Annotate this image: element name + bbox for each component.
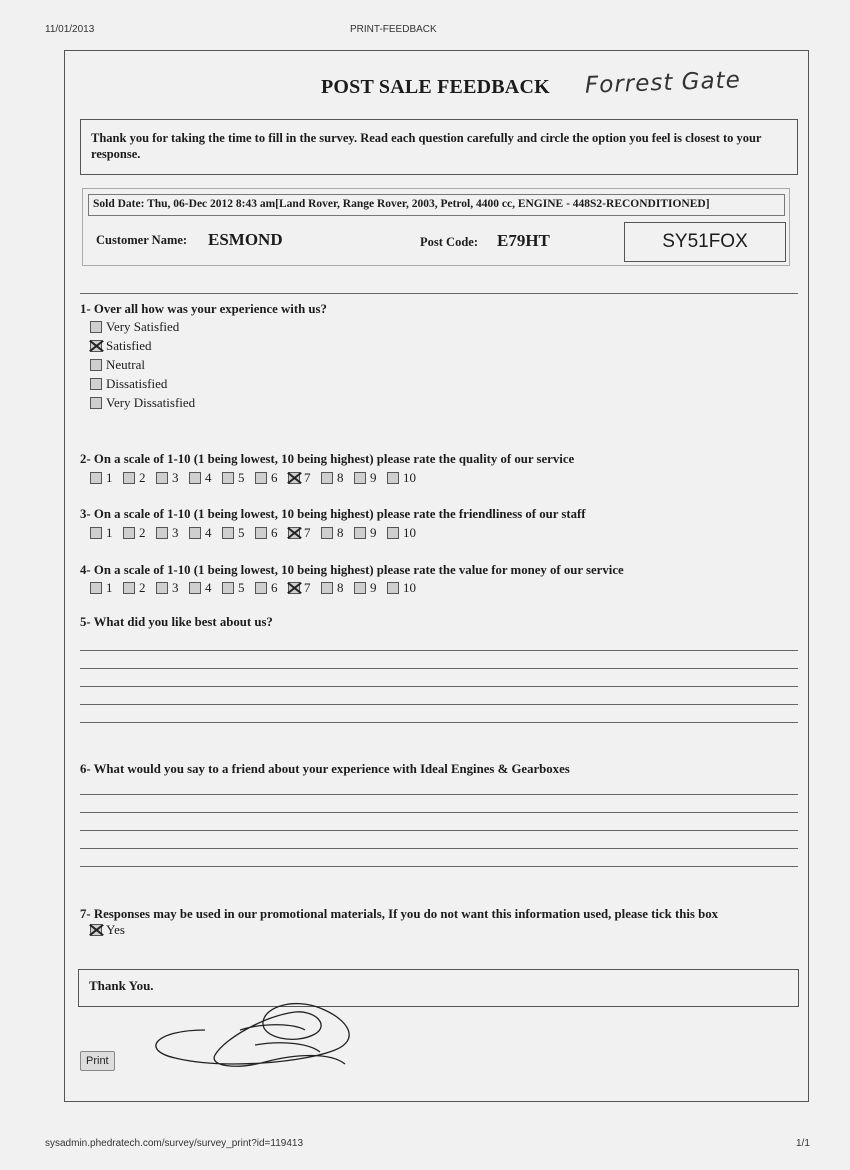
rating-option-9[interactable] xyxy=(354,525,387,541)
rating-option-6[interactable] xyxy=(255,580,288,596)
checkbox[interactable] xyxy=(156,472,168,484)
rating-option-1[interactable] xyxy=(90,525,123,541)
checkbox[interactable] xyxy=(123,527,135,539)
checkbox[interactable] xyxy=(90,378,102,390)
checkbox[interactable] xyxy=(156,527,168,539)
rating-label: 6 xyxy=(271,470,278,485)
rating-label: 8 xyxy=(337,470,344,485)
checkbox[interactable] xyxy=(90,397,102,409)
option-very-dissatisfied[interactable] xyxy=(90,395,195,411)
rating-option-3[interactable] xyxy=(156,580,189,596)
checkbox[interactable] xyxy=(387,582,399,594)
question-7: 7- Responses may be used in our promotional materials, If you do not want this information used, please tick this box xyxy=(80,907,719,921)
rating-label: 5 xyxy=(238,580,245,595)
rating-label: 4 xyxy=(205,525,212,540)
registration-box xyxy=(624,222,786,262)
rating-option-7[interactable] xyxy=(288,470,321,486)
checkbox[interactable] xyxy=(255,472,267,484)
rating-option-6[interactable] xyxy=(255,470,288,486)
rating-option-5[interactable] xyxy=(222,580,255,596)
option-very-satisfied[interactable] xyxy=(90,319,179,335)
footer-url: sysadmin.phedratech.com/survey/survey_print?id=119413 xyxy=(45,1138,304,1149)
rating-label: 4 xyxy=(205,470,212,485)
answer-line[interactable] xyxy=(80,686,798,687)
rating-option-8[interactable] xyxy=(321,525,354,541)
customer-name-label: Customer Name: xyxy=(96,233,188,247)
question-2-scale xyxy=(90,470,427,486)
rating-label: 6 xyxy=(271,580,278,595)
question-2: 2- On a scale of 1-10 (1 being lowest, 10 being highest) please rate the quality of our service xyxy=(80,452,575,466)
checkbox[interactable] xyxy=(222,582,234,594)
option-label: Satisfied xyxy=(106,338,152,353)
rating-label: 1 xyxy=(106,580,113,595)
checkbox[interactable] xyxy=(222,472,234,484)
checkbox[interactable] xyxy=(321,582,333,594)
rating-label: 1 xyxy=(106,525,113,540)
checkbox[interactable] xyxy=(387,472,399,484)
rating-label: 3 xyxy=(172,470,179,485)
intro-text: Thank you for taking the time to fill in the survey. Read each question carefully and circle the option you feel is closest to your response. xyxy=(91,131,762,161)
rating-label: 10 xyxy=(403,470,416,485)
postcode-value: E79HT xyxy=(497,231,550,250)
answer-line[interactable] xyxy=(80,668,798,669)
opt-out-checkbox[interactable] xyxy=(90,924,102,936)
question-5: 5- What did you like best about us? xyxy=(80,615,273,629)
option-dissatisfied[interactable] xyxy=(90,376,167,392)
form-title: POST SALE FEEDBACK xyxy=(321,76,550,98)
rating-label: 4 xyxy=(205,580,212,595)
question-4-scale xyxy=(90,580,427,596)
rating-label: 7 xyxy=(304,525,311,540)
rating-option-10[interactable] xyxy=(387,580,427,596)
rating-label: 8 xyxy=(337,525,344,540)
question-4: 4- On a scale of 1-10 (1 being lowest, 10 being highest) please rate the value for money of our service xyxy=(80,563,624,577)
rating-label: 1 xyxy=(106,470,113,485)
rating-option-2[interactable] xyxy=(123,580,156,596)
checkbox[interactable] xyxy=(189,527,201,539)
option-neutral[interactable] xyxy=(90,357,145,373)
rating-option-8[interactable] xyxy=(321,470,354,486)
rating-option-1[interactable] xyxy=(90,470,123,486)
footer-page: 1/1 xyxy=(796,1138,810,1149)
rating-option-7[interactable] xyxy=(288,580,321,596)
rating-option-8[interactable] xyxy=(321,580,354,596)
checkbox[interactable] xyxy=(321,527,333,539)
intro-box xyxy=(80,119,798,175)
rating-option-4[interactable] xyxy=(189,470,222,486)
answer-line[interactable] xyxy=(80,866,798,867)
rating-option-6[interactable] xyxy=(255,525,288,541)
rating-option-5[interactable] xyxy=(222,525,255,541)
checkbox[interactable] xyxy=(156,582,168,594)
divider xyxy=(80,293,798,294)
question-3: 3- On a scale of 1-10 (1 being lowest, 10 being highest) please rate the friendliness of our staff xyxy=(80,507,586,521)
rating-option-1[interactable] xyxy=(90,580,123,596)
signature xyxy=(145,1000,365,1080)
answer-line[interactable] xyxy=(80,650,798,651)
rating-label: 5 xyxy=(238,525,245,540)
rating-label: 7 xyxy=(304,580,311,595)
rating-option-10[interactable] xyxy=(387,525,427,541)
opt-out-option[interactable] xyxy=(90,922,125,938)
answer-line[interactable] xyxy=(80,812,798,813)
opt-out-label: Yes xyxy=(106,922,125,937)
rating-label: 8 xyxy=(337,580,344,595)
rating-option-3[interactable] xyxy=(156,525,189,541)
print-header-title: PRINT-FEEDBACK xyxy=(350,24,437,35)
rating-option-3[interactable] xyxy=(156,470,189,486)
checkbox[interactable] xyxy=(288,527,300,539)
checkbox[interactable] xyxy=(288,472,300,484)
rating-option-10[interactable] xyxy=(387,470,427,486)
rating-option-4[interactable] xyxy=(189,525,222,541)
rating-label: 9 xyxy=(370,580,377,595)
rating-label: 2 xyxy=(139,525,146,540)
rating-option-7[interactable] xyxy=(288,525,321,541)
checkbox[interactable] xyxy=(255,582,267,594)
question-1: 1- Over all how was your experience with us? xyxy=(80,302,327,316)
rating-label: 9 xyxy=(370,525,377,540)
checkbox[interactable] xyxy=(189,472,201,484)
rating-option-2[interactable] xyxy=(123,525,156,541)
answer-line[interactable] xyxy=(80,722,798,723)
thank-you-text: Thank You. xyxy=(89,978,154,993)
checkbox[interactable] xyxy=(189,582,201,594)
rating-label: 7 xyxy=(304,470,311,485)
rating-option-9[interactable] xyxy=(354,470,387,486)
customer-name-value: ESMOND xyxy=(208,230,283,249)
answer-line[interactable] xyxy=(80,830,798,831)
checkbox[interactable] xyxy=(354,582,366,594)
option-satisfied[interactable] xyxy=(90,338,152,354)
option-label: Dissatisfied xyxy=(106,376,168,391)
option-label: Very Satisfied xyxy=(106,319,180,334)
checkbox[interactable] xyxy=(90,340,102,352)
rating-label: 6 xyxy=(271,525,278,540)
rating-label: 5 xyxy=(238,470,245,485)
checkbox[interactable] xyxy=(123,472,135,484)
question-6: 6- What would you say to a friend about your experience with Ideal Engines & Gearboxes xyxy=(80,762,570,776)
checkbox[interactable] xyxy=(90,359,102,371)
answer-line[interactable] xyxy=(80,704,798,705)
rating-label: 3 xyxy=(172,525,179,540)
checkbox[interactable] xyxy=(255,527,267,539)
checkbox[interactable] xyxy=(90,472,102,484)
checkbox[interactable] xyxy=(354,472,366,484)
print-button[interactable]: Print xyxy=(80,1051,115,1071)
checkbox[interactable] xyxy=(90,321,102,333)
registration-value: SY51FOX xyxy=(662,231,748,252)
checkbox[interactable] xyxy=(288,582,300,594)
print-date: 11/01/2013 xyxy=(45,24,95,35)
answer-line[interactable] xyxy=(80,848,798,849)
rating-label: 10 xyxy=(403,525,416,540)
rating-label: 10 xyxy=(403,580,416,595)
option-label: Very Dissatisfied xyxy=(106,395,196,410)
rating-label: 9 xyxy=(370,470,377,485)
rating-label: 2 xyxy=(139,470,146,485)
handwritten-location: Forrest Gate xyxy=(584,67,742,99)
answer-line[interactable] xyxy=(80,794,798,795)
checkbox[interactable] xyxy=(387,527,399,539)
postcode-label: Post Code: xyxy=(420,235,478,249)
checkbox[interactable] xyxy=(222,527,234,539)
rating-option-9[interactable] xyxy=(354,580,387,596)
checkbox[interactable] xyxy=(123,582,135,594)
option-label: Neutral xyxy=(106,357,145,372)
rating-option-5[interactable] xyxy=(222,470,255,486)
sold-date: Sold Date: Thu, 06-Dec 2012 8:43 am[Land Rover, Range Rover, 2003, Petrol, 4400 cc, ENGINE - 448S2-RECONDITIONED] xyxy=(88,194,785,216)
question-3-scale xyxy=(90,525,427,541)
checkbox[interactable] xyxy=(90,582,102,594)
rating-option-2[interactable] xyxy=(123,470,156,486)
rating-option-4[interactable] xyxy=(189,580,222,596)
rating-label: 3 xyxy=(172,580,179,595)
checkbox[interactable] xyxy=(321,472,333,484)
checkbox[interactable] xyxy=(354,527,366,539)
rating-label: 2 xyxy=(139,580,146,595)
checkbox[interactable] xyxy=(90,527,102,539)
